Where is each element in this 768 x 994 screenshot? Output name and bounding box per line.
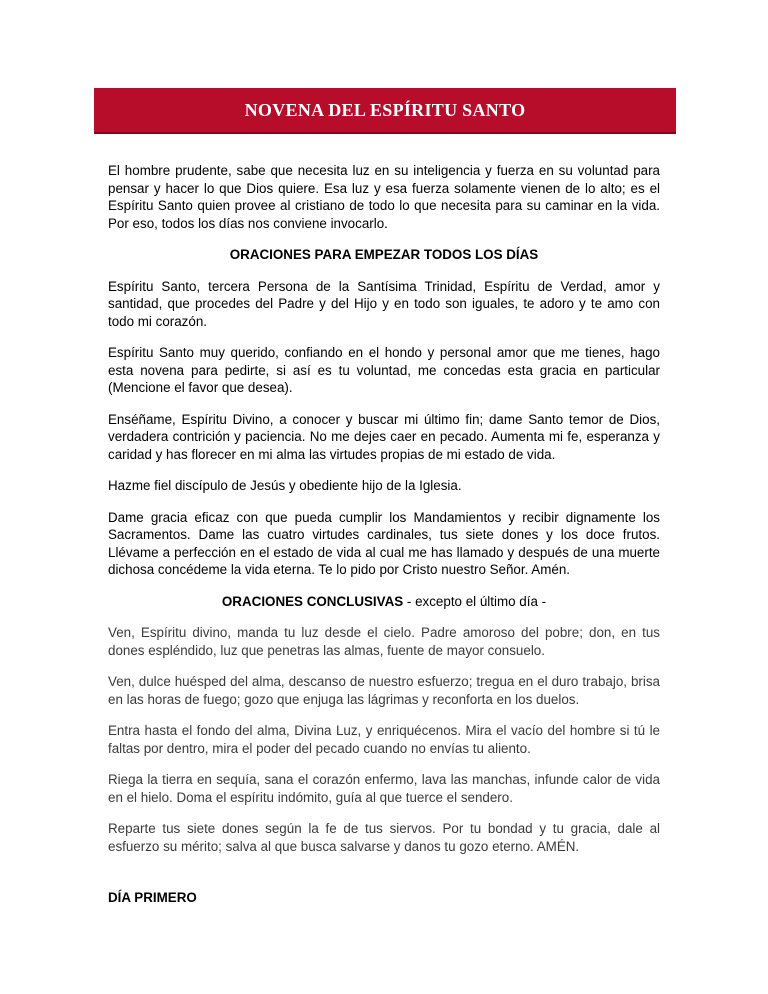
title-banner [94,88,676,134]
opening-paragraph-1: Espíritu Santo, tercera Persona de la Santísima Trinidad, Espíritu de Verdad, amor y santidad, que procedes del Padre y del Hijo y en todo son iguales, te adoro y te amo con todo mi corazón. [108,278,660,329]
opening-prayers-heading: ORACIONES PARA EMPEZAR TODOS LOS DÍAS [229,247,539,262]
closing-prayers-heading [108,593,660,611]
opening-paragraph-4: Hazme fiel discípulo de Jesús y obediente hijo de la Iglesia. [108,478,462,493]
closing-paragraph-4: Riega la tierra en sequía, sana el corazón enfermo, lava las manchas, infunde calor de vida en el hielo. Doma el espíritu indómito, guía al que tuerce el sendero. [108,772,660,805]
closing-heading-text: ORACIONES CONCLUSIVAS [221,593,404,609]
opening-paragraph-2: Espíritu Santo muy querido, confiando en el hondo y personal amor que me tienes, hago esta novena para pedirte, si así es tu voluntad, me concedas esta gracia en particular (Mencione el favor que desea). [108,345,660,395]
day-one-heading: DÍA PRIMERO [108,890,197,905]
closing-paragraph-3: Entra hasta el fondo del alma, Divina Luz, y enriquécenos. Mira el vacío del hombre si tú le faltas por dentro, mira el poder del pecado cuando no envías tu aliento. [108,723,660,756]
opening-paragraph-3: Enséñame, Espíritu Divino, a conocer y buscar mi último fin; dame Santo temor de Dios, verdadera contrición y paciencia. No me dejes caer en pecado. Aumenta mi fe, esperanza y caridad y has florecer en mi alma las virtudes propias de mi estado de vida. [108,411,660,462]
closing-heading-note: - excepto el último día - [403,593,547,609]
closing-paragraph-1: Ven, Espíritu divino, manda tu luz desde el cielo. Padre amoroso del pobre; don, en tus dones espléndido, luz que penetras las almas, fuente de mayor consuelo. [108,625,660,658]
closing-paragraph-2: Ven, dulce huésped del alma, descanso de nuestro esfuerzo; tregua en el duro trabajo, brisa en las horas de fuego; gozo que enjuga las lágrimas y reconforta en los duelos. [108,674,660,707]
closing-paragraph-5: Reparte tus siete dones según la fe de tus siervos. Por tu bondad y tu gracia, dale al esfuerzo su mérito; salva al que busca salvarse y danos tu gozo eterno. AMÉN. [108,821,660,854]
opening-paragraph-5: Dame gracia eficaz con que pueda cumplir los Mandamientos y recibir dignamente los Sacramentos. Dame las cuatro virtudes cardinales, tus siete dones y los doce frutos. Llévame a perfección en el estado de vida al cual me has llamado y después de una muerte dichosa concédeme la vida eterna. Te lo pido por Cristo nuestro Señor. Amén. [108,509,660,577]
document-body [108,162,660,907]
intro-paragraph: El hombre prudente, sabe que necesita luz en su inteligencia y fuerza en su voluntad para pensar y hacer lo que Dios quiere. Esa luz y esa fuerza solamente vienen de lo alto; es el Espíritu Santo quien provee al cristiano de todo lo que necesita para su caminar en la vida. Por eso, todos los días nos conviene invocarlo. [108,163,660,231]
document-title: NOVENA DEL ESPÍRITU SANTO [244,99,526,120]
